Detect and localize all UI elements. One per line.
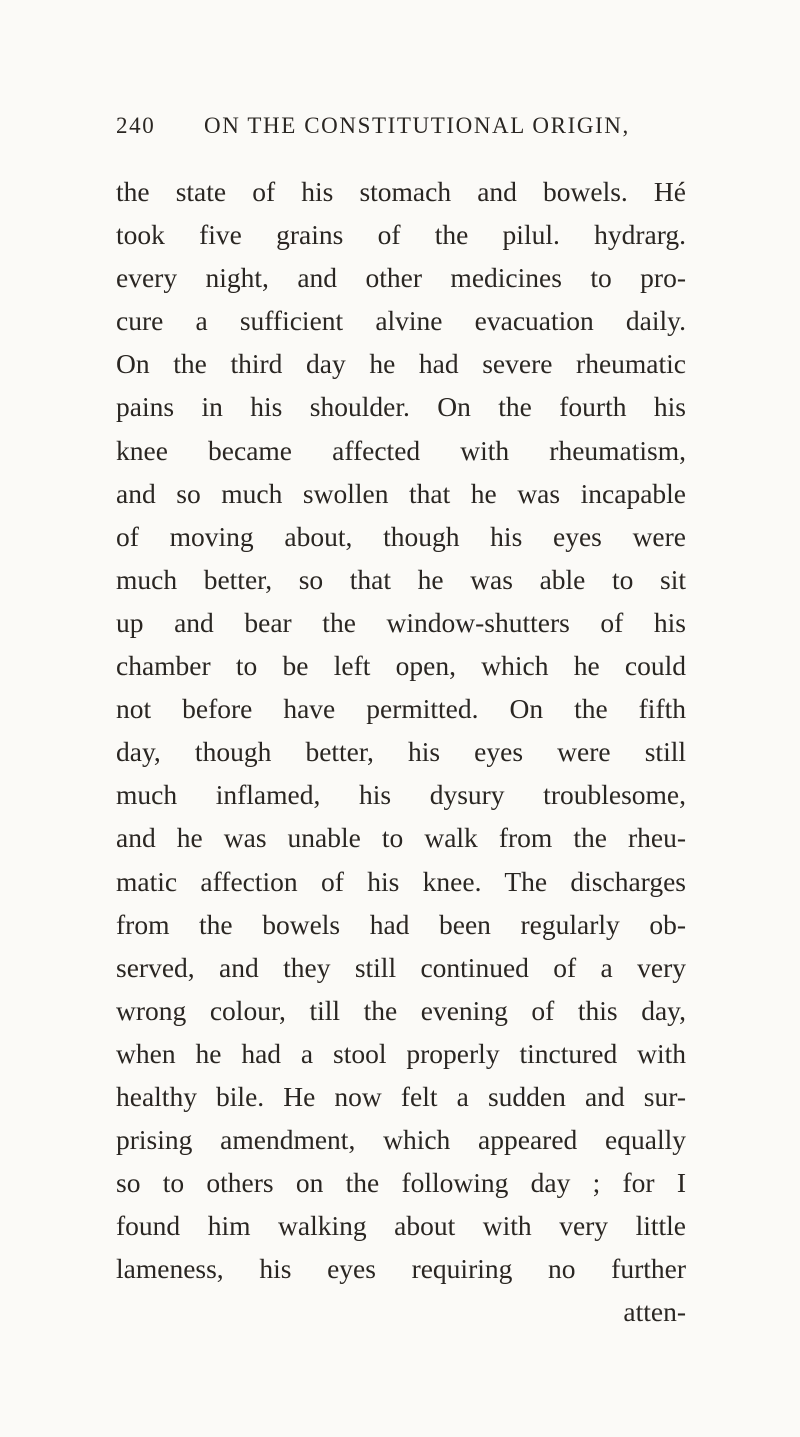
text-line: much inflamed, his dysury troublesome,: [116, 779, 686, 811]
text-line: day, though better, his eyes were still: [116, 736, 686, 768]
page-number: 240: [116, 113, 156, 138]
running-title: ON THE CONSTITUTIONAL ORIGIN,: [204, 113, 630, 138]
text-line: cure a sufficient alvine evacuation daily.: [116, 305, 686, 337]
text-line: prising amendment, which appeared equally: [116, 1124, 686, 1156]
text-line: the state of his stomach and bowels. Hé: [116, 176, 686, 207]
text-line: took five grains of the pilul. hydrarg.: [116, 219, 686, 251]
text-line: wrong colour, till the evening of this day,: [116, 994, 686, 1026]
text-line: pains in his shoulder. On the fourth his: [116, 391, 686, 423]
text-line: healthy bile. He now felt a sudden and sur-: [116, 1080, 686, 1112]
text-line: from the bowels had been regularly ob-: [116, 908, 686, 940]
text-line: chamber to be left open, which he could: [116, 650, 686, 682]
body-text: [116, 170, 686, 1334]
text-line: served, and they still continued of a very: [116, 951, 686, 983]
text-line: when he had a stool properly tinctured with: [116, 1037, 686, 1069]
text-line: not before have permitted. On the fifth: [116, 693, 686, 725]
text-line: and he was unable to walk from the rheu-: [116, 822, 686, 854]
text-line: matic affection of his knee. The discharges: [116, 865, 686, 897]
text-line: much better, so that he was able to sit: [116, 563, 686, 595]
text-line: lameness, his eyes requiring no further: [116, 1253, 686, 1285]
text-line: On the third day he had severe rheumatic: [116, 348, 686, 380]
text-line: found him walking about with very little: [116, 1210, 686, 1242]
text-line: up and bear the window-shutters of his: [116, 606, 686, 638]
text-line: every night, and other medicines to pro-: [116, 262, 686, 294]
running-head: [116, 113, 696, 147]
text-line: so to others on the following day ; for I: [116, 1167, 686, 1199]
text-line: and so much swollen that he was incapable: [116, 477, 686, 509]
text-line: knee became affected with rheumatism,: [116, 434, 686, 466]
text-line: of moving about, though his eyes were: [116, 520, 686, 552]
catchword: atten-: [623, 1296, 686, 1328]
